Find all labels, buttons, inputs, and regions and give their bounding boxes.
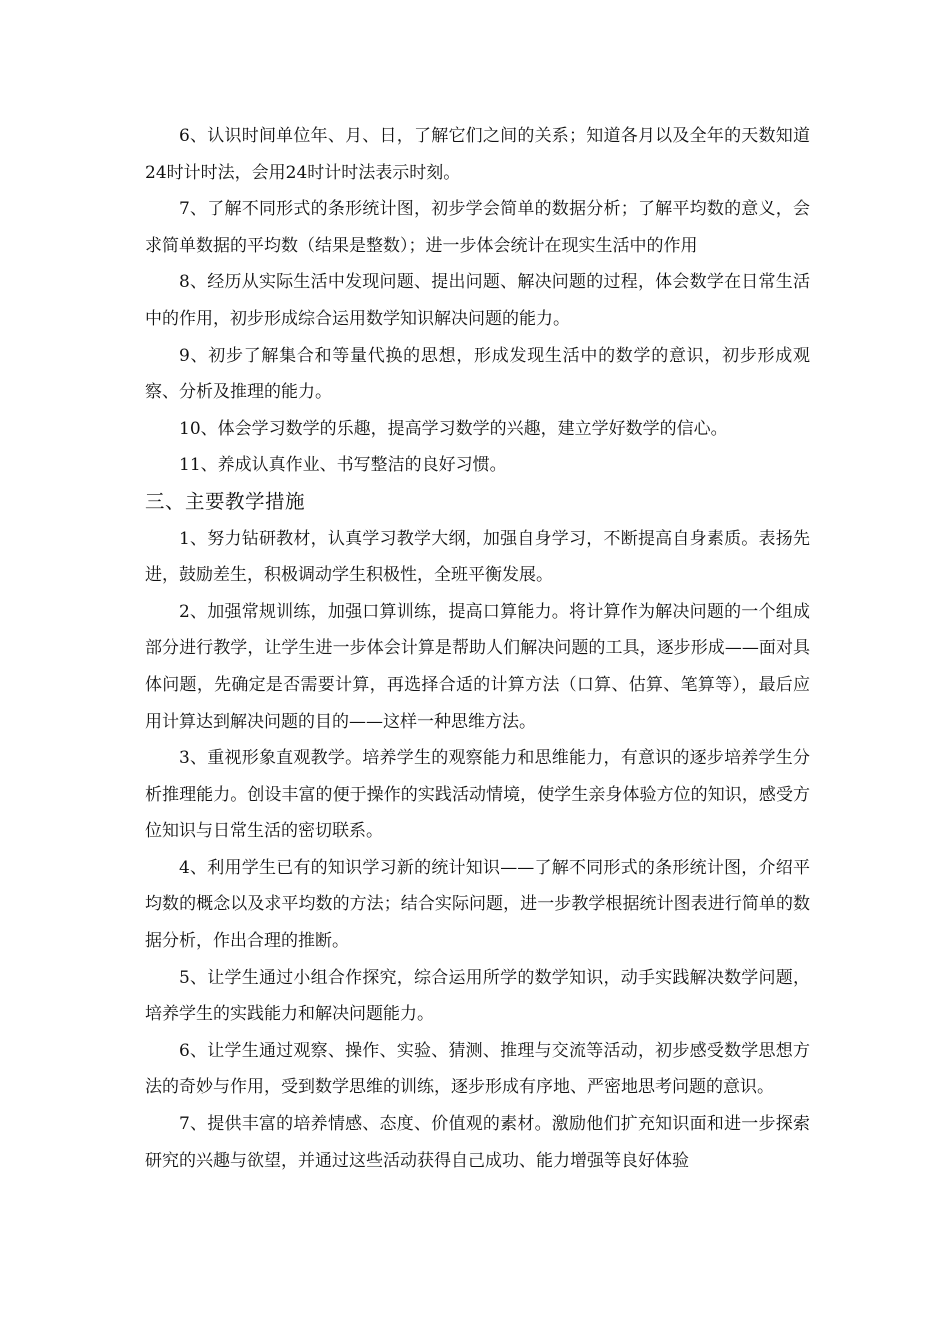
paragraph-measure-5: 5、让学生通过小组合作探究，综合运用所学的数学知识，动手实践解决数学问题，培养学生的实践能力和解决问题能力。 bbox=[145, 967, 810, 1025]
paragraph-goal-10: 10、体会学习数学的乐趣，提高学习数学的兴趣，建立学好数学的信心。 bbox=[179, 418, 728, 439]
paragraph-measure-1: 1、努力钻研教材，认真学习教学大纲，加强自身学习，不断提高自身素质。表扬先进，鼓励差生，积极调动学生积极性，全班平衡发展。 bbox=[145, 528, 810, 586]
paragraph-measure-3: 3、重视形象直观教学。培养学生的观察能力和思维能力，有意识的逐步培养学生分析推理能力。创设丰富的便于操作的实践活动情境，使学生亲身体验方位的知识，感受方位知识与日常生活的密切联系。 bbox=[145, 748, 810, 842]
paragraph-measure-6: 6、让学生通过观察、操作、实验、猜测、推理与交流等活动，初步感受数学思想方法的奇妙与作用，受到数学思维的训练，逐步形成有序地、严密地思考问题的意识。 bbox=[145, 1040, 810, 1098]
paragraph-measure-2: 2、加强常规训练，加强口算训练，提高口算能力。将计算作为解决问题的一个组成部分进行教学，让学生进一步体会计算是帮助人们解决问题的工具，逐步形成——面对具体问题，先确定是否需要计算，再选择合适的计算方法（口算、估算、笔算等），最后应用计算达到解决问题的目的——这样一种思维方法。 bbox=[145, 601, 810, 732]
paragraph-goal-6: 6、认识时间单位年、月、日，了解它们之间的关系；知道各月以及全年的天数知道24时计时法，会用24时计时法表示时刻。 bbox=[145, 126, 810, 183]
paragraph-goal-11: 11、养成认真作业、书写整洁的良好习惯。 bbox=[179, 455, 507, 476]
section-heading: 三、主要教学措施 bbox=[145, 489, 306, 513]
paragraph-measure-4: 4、利用学生已有的知识学习新的统计知识——了解不同形式的条形统计图，介绍平均数的概念以及求平均数的方法；结合实际问题，进一步教学根据统计图表进行简单的数据分析，作出合理的推断。 bbox=[145, 857, 810, 952]
document-page bbox=[145, 118, 810, 1179]
paragraph-goal-9: 9、初步了解集合和等量代换的思想，形成发现生活中的数学的意识，初步形成观察、分析及推理的能力。 bbox=[145, 345, 810, 403]
paragraph-goal-8: 8、经历从实际生活中发现问题、提出问题、解决问题的过程，体会数学在日常生活中的作用，初步形成综合运用数学知识解决问题的能力。 bbox=[145, 272, 810, 329]
paragraph-goal-7: 7、了解不同形式的条形统计图，初步学会简单的数据分析；了解平均数的意义，会求简单数据的平均数（结果是整数）；进一步体会统计在现实生活中的作用 bbox=[145, 199, 810, 256]
paragraph-measure-7: 7、提供丰富的培养情感、态度、价值观的素材。激励他们扩充知识面和进一步探索研究的兴趣与欲望，并通过这些活动获得自己成功、能力增强等良好体验 bbox=[145, 1114, 810, 1171]
